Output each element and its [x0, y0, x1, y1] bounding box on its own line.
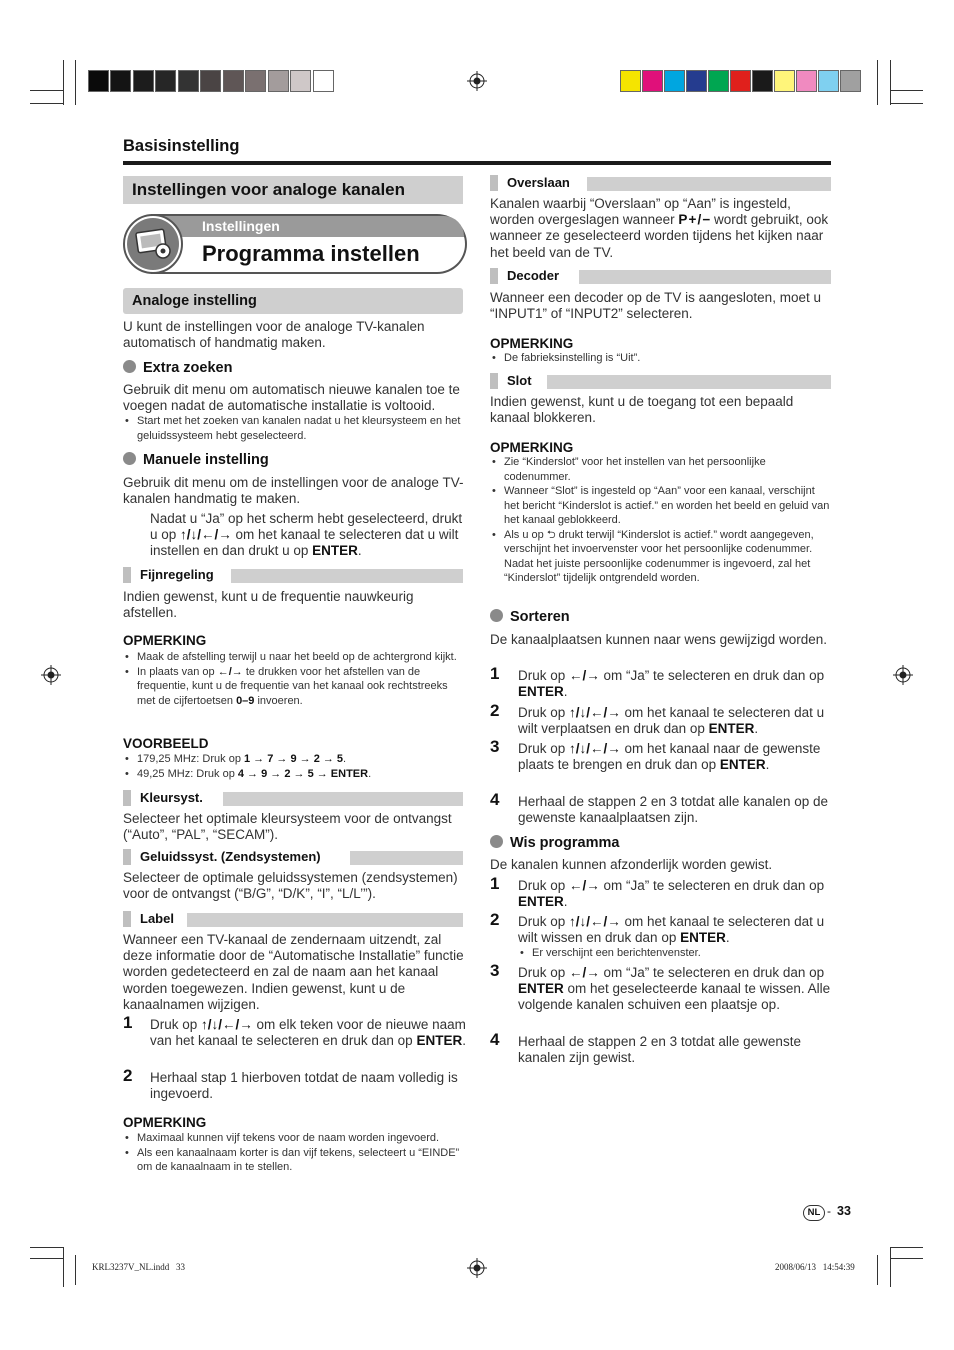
step-number: 4 [490, 1030, 500, 1049]
sorteren-step-4: Herhaal de stappen 2 en 3 totdat alle kanalen op de gewenste kanaalplaatsen zijn. [518, 794, 828, 826]
step-number: 3 [490, 737, 500, 756]
page-dash: - [827, 1204, 831, 1218]
note-heading: OPMERKING [490, 336, 574, 351]
overslaan-text: Kanalen waarbij “Overslaan” op “Aan” is ingesteld, worden overgeslagen wanneer P + / − wordt gebruikt, ook wanneer ze geselecteerd worden tijdens het kijken naar het beeld van de TV. [490, 196, 829, 260]
extra-zoeken-text: Gebruik dit menu om automatisch nieuwe kanalen toe te voegen nadat de automatische installatie is voltooid. [123, 382, 460, 414]
badge-large-title: Programma instellen [202, 241, 420, 266]
subheading-decoder: Decoder [490, 268, 831, 284]
note-item: • In plaats van op ←/→ te drukken voor het afstellen van de frequentie, kunt u de frequentie van het kanaal ook rechtstreeks met de cijfertoetsen 0–9 invoeren. [123, 665, 463, 709]
note-item: • Wanneer “Slot” is ingesteld op “Aan” voor een kanaal, verschijnt het bericht “Kinderslot is actief.” en worden het beeld en geluid van het kanaal geblokkeerd. [490, 484, 832, 528]
subheading-geluidssyst: Geluidssyst. (Zendsystemen) [123, 849, 463, 865]
lr-arrow-icon: ←/→ [569, 878, 600, 893]
kleursyst-text: Selecteer het optimale kleursysteem voor de ontvangst (“Auto”, “PAL”, “SECAM”). [123, 811, 452, 843]
band-title: Instellingen voor analoge kanalen [132, 180, 406, 199]
note-item: • Maak de afstelling terwijl u naar het beeld op de achtergrond kijkt. [123, 650, 463, 665]
label-step-1: Druk op ↑/↓/←/→ om elk teken voor de nieuwe naam van het kanaal te selecteren en druk dan op ENTER. [150, 1017, 466, 1049]
step-number: 1 [123, 1013, 133, 1032]
example-item: • 179,25 MHz: Druk op 1 → 7 → 9 → 2 → 5. [123, 752, 463, 767]
bullet-dot-icon [123, 452, 136, 465]
registration-mark-icon [467, 71, 487, 91]
bullet-dot-icon [490, 835, 503, 848]
file-name: KRL3237V_NL.indd 33 [92, 1262, 185, 1272]
badge-small-title: Instellingen [202, 218, 280, 234]
slot-notes [490, 455, 832, 586]
note-item: • Als een kanaalnaam korter is dan vijf tekens, selecteert u “EINDE” om de kanaalnaam in te stellen. [123, 1146, 463, 1175]
note-item: • Zie “Kinderslot” voor het instellen van het persoonlijke codenummer. [490, 455, 832, 484]
subheading-overslaan: Overslaan [490, 175, 831, 191]
note-item: • De fabrieksinstelling is “Uit”. [490, 351, 832, 366]
note-heading: OPMERKING [123, 633, 207, 648]
label-step-2: Herhaal stap 1 hierboven totdat de naam volledig is ingevoerd. [150, 1070, 458, 1102]
step-number: 1 [490, 664, 500, 683]
lr-arrow-icon: ←/→ [217, 665, 243, 678]
bullet-dot-icon [123, 360, 136, 373]
decoder-notes [490, 351, 832, 366]
note-item: • Start met het zoeken van kanalen nadat u het kleursysteem en het geluidssysteem hebt geselecteerd. [123, 414, 465, 443]
step-number: 2 [490, 910, 500, 929]
wis-step-3: Druk op ←/→ om “Ja” te selecteren en druk dan op ENTER om het geselecteerde kanaal te wissen. Alle volgende kanalen schuiven een plaatsje op. [518, 965, 831, 1013]
return-icon: ⮌ [546, 528, 556, 541]
arrow-keys-icon: ↑/↓/←/→ [180, 527, 232, 543]
registration-mark-icon [893, 665, 913, 685]
analoge-intro: U kunt de instellingen voor de analoge TV-kanalen automatisch of handmatig maken. [123, 319, 425, 351]
step-number: 4 [490, 790, 500, 809]
fijnregeling-notes [123, 650, 463, 708]
sorteren-step-3: Druk op ↑/↓/←/→ om het kanaal naar de gewenste plaats te brengen en druk dan op ENTER. [518, 741, 821, 773]
manuele-text: Gebruik dit menu om de instellingen voor de analoge TV-kanalen handmatig te maken. [123, 475, 464, 507]
step-number: 1 [490, 874, 500, 893]
print-date: 2008/06/13 14:54:39 [775, 1262, 855, 1272]
example-heading: VOORBEELD [123, 736, 209, 751]
language-badge: NL [803, 1205, 825, 1221]
sorteren-text: De kanaalplaatsen kunnen naar wens gewijzigd worden. [490, 632, 827, 647]
note-item: • Als u op ⮌ drukt terwijl “Kinderslot is actief.” wordt aangegeven, verschijnt het invoervenster voor het persoonlijke codenummer. Nadat het juiste persoonlijke codenummer is ingevoerd, zal het “Kinderslot” tijdelijk ontgrendeld worden. [490, 528, 832, 586]
manuele-heading: Manuele instelling [123, 452, 269, 468]
subheading-label: Label [123, 911, 463, 927]
extra-zoeken-notes [123, 414, 465, 443]
channel-key-icon: P + / − [678, 212, 711, 228]
step-number: 2 [123, 1066, 133, 1085]
arrow-keys-icon: ↑/↓/←/→ [569, 741, 621, 756]
note-heading: OPMERKING [123, 1115, 207, 1130]
wis-step-2: Druk op ↑/↓/←/→ om het kanaal te selecteren dat u wilt wissen en druk dan op ENTER. [518, 914, 825, 946]
sorteren-step-2: Druk op ↑/↓/←/→ om het kanaal te selecteren dat u wilt verplaatsen en druk dan op ENTER. [518, 705, 825, 737]
subheading-fijnregeling: Fijnregeling [123, 567, 463, 583]
label-notes [123, 1131, 463, 1175]
tv-settings-icon [135, 227, 173, 261]
registration-mark-icon [41, 665, 61, 685]
subheading-kleursyst: Kleursyst. [123, 790, 463, 806]
subsection-bar [123, 288, 463, 314]
slot-text: Indien gewenst, kunt u de toegang tot een bepaald kanaal blokkeren. [490, 394, 794, 426]
geluidssyst-text: Selecteer de optimale geluidssystemen (zendsystemen) voor de ontvangst (“B/G”, “D/K”, “I”, “L/L’”). [123, 870, 458, 902]
example-item: • 49,25 MHz: Druk op 4 → 9 → 2 → 5 → ENTER. [123, 767, 463, 782]
chapter-badge [123, 214, 467, 274]
page-number: 33 [837, 1204, 851, 1218]
wis-text: De kanalen kunnen afzonderlijk worden gewist. [490, 857, 773, 872]
lr-arrow-icon: ←/→ [569, 965, 600, 980]
wis-step-1: Druk op ←/→ om “Ja” te selecteren en druk dan op ENTER. [518, 878, 825, 910]
example-list [123, 752, 463, 781]
header-rule [123, 161, 831, 165]
wis-step-2-notes [518, 946, 832, 961]
step-number: 2 [490, 701, 500, 720]
subsection-title: Analoge instelling [132, 293, 257, 309]
label-text: Wanneer een TV-kanaal de zendernaam uitzendt, zal deze informatie door de “Automatische Installatie” functie worden gedetecteerd en zal de naam aan het kanaal worden toegewezen. Indien gewenst, kunt u de kanaalnamen wijzigen. [123, 932, 464, 1012]
bullet-dot-icon [490, 609, 503, 622]
sorteren-step-1: Druk op ←/→ om “Ja” te selecteren en druk dan op ENTER. [518, 668, 825, 700]
arrow-keys-icon: ↑/↓/←/→ [201, 1017, 253, 1032]
note-item: • Maximaal kunnen vijf tekens voor de naam worden ingevoerd. [123, 1131, 463, 1146]
note-heading: OPMERKING [490, 440, 574, 455]
band-title-bar [123, 176, 463, 204]
lr-arrow-icon: ←/→ [569, 668, 600, 683]
fijnregeling-text: Indien gewenst, kunt u de frequentie nauwkeurig afstellen. [123, 589, 414, 621]
step-number: 3 [490, 961, 500, 980]
arrow-keys-icon: ↑/↓/←/→ [569, 914, 621, 929]
decoder-text: Wanneer een decoder op de TV is aangesloten, moet u “INPUT1” of “INPUT2” selecteren. [490, 290, 821, 322]
subheading-slot: Slot [490, 373, 831, 389]
registration-mark-icon [467, 1258, 487, 1278]
manuele-instruction: Nadat u “Ja” op het scherm hebt geselecteerd, drukt u op ↑/↓/←/→ om het kanaal te selecteren dat u wilt instellen en dan drukt u op ENTER. [150, 511, 463, 559]
note-item: • Er verschijnt een berichtenvenster. [518, 946, 832, 961]
wis-programma-heading: Wis programma [490, 835, 619, 851]
arrow-keys-icon: ↑/↓/←/→ [569, 705, 621, 720]
extra-zoeken-heading: Extra zoeken [123, 360, 232, 376]
sorteren-heading: Sorteren [490, 609, 570, 625]
wis-step-4: Herhaal de stappen 2 en 3 totdat alle gewenste kanalen zijn gewist. [518, 1034, 801, 1066]
section-header: Basisinstelling [123, 137, 240, 155]
